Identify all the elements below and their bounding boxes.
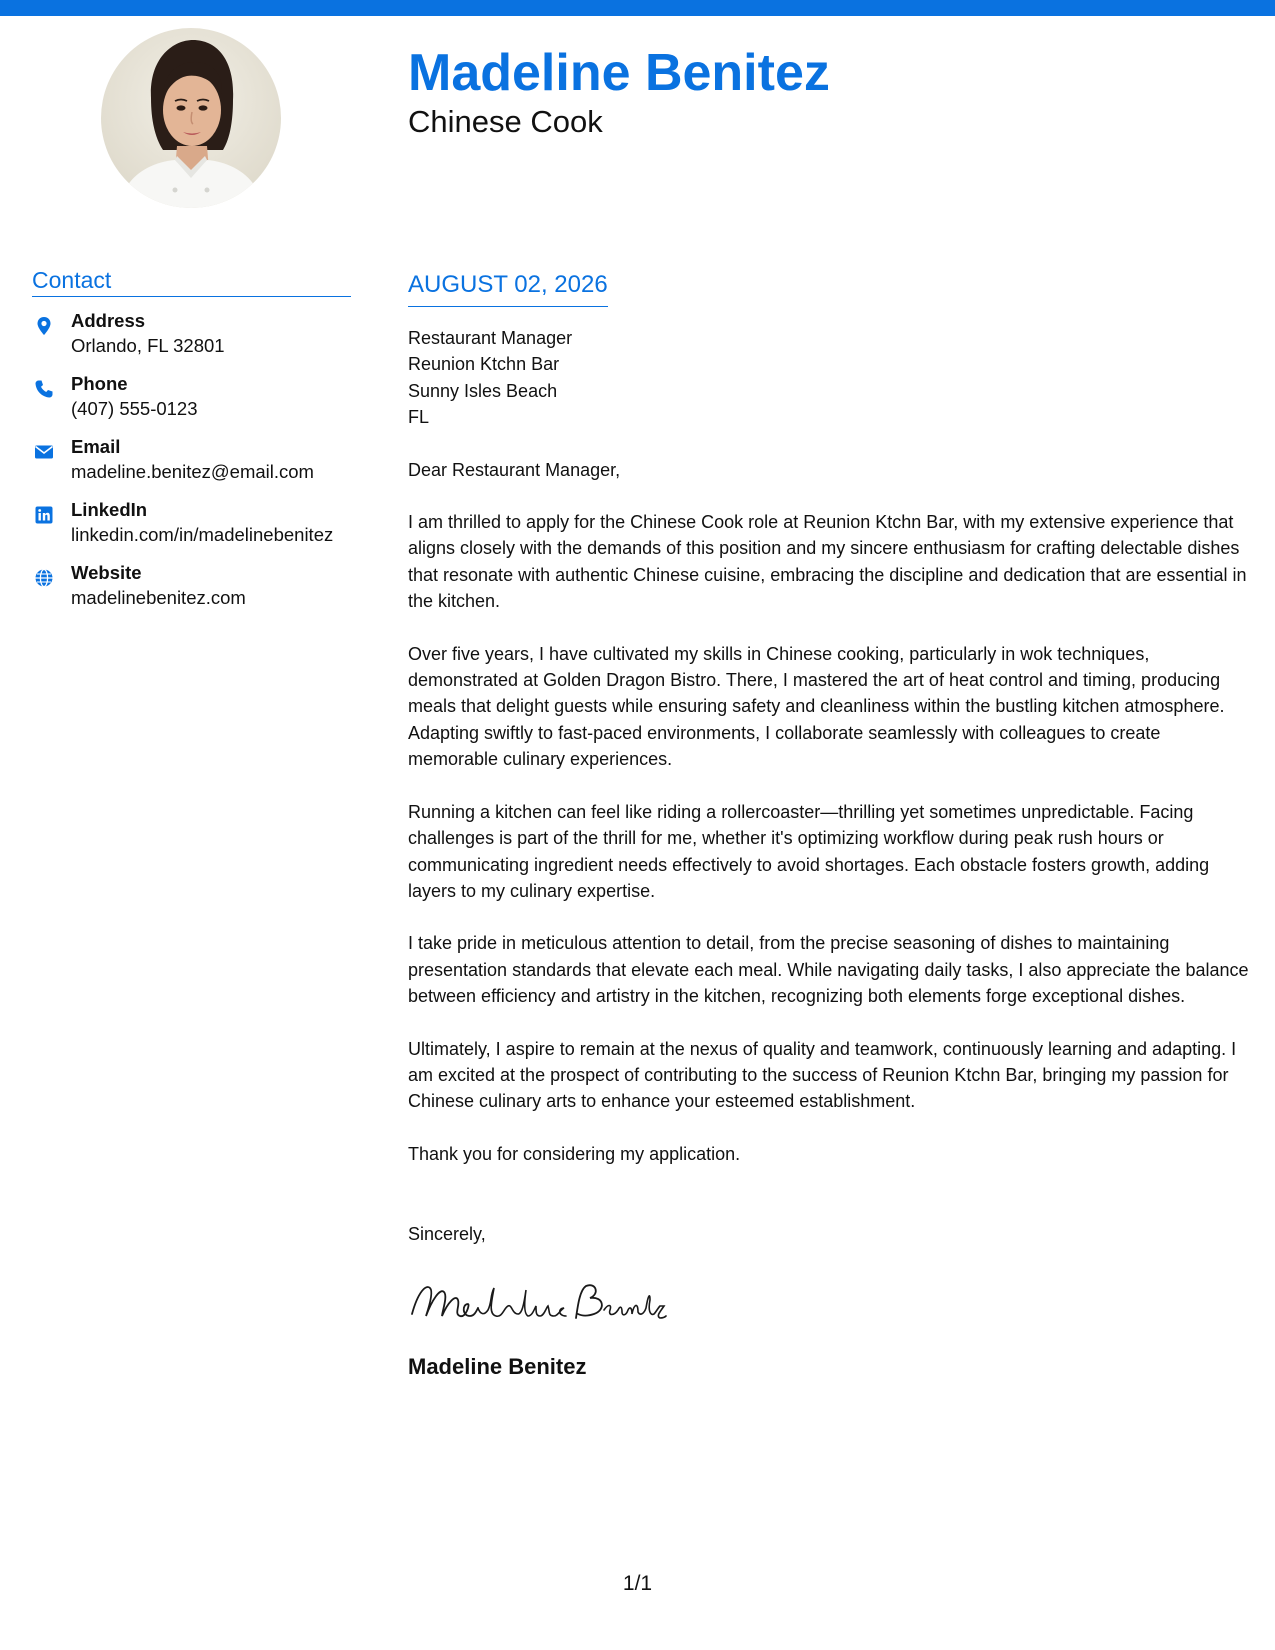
body-paragraph: Thank you for considering my application. (408, 1143, 741, 1164)
contact-label: LinkedIn (71, 499, 148, 520)
body-paragraph: Ultimately, I aspire to remain at the nexus of quality and teamwork, continuously learning and adapting. I am excited at the prospect of contributing to the success of Reunion Ktchn Bar, bringing my passion for Chinese culinary arts to enhance your esteemed establishment. (408, 1038, 1237, 1112)
job-title: Chinese Cook (408, 104, 603, 139)
contact-list (32, 309, 351, 624)
email-value[interactable]: madeline.benitez@email.com (71, 461, 314, 482)
page-number: 1/1 (622, 1572, 653, 1595)
handwritten-signature (408, 1274, 1250, 1334)
body-paragraph: Over five years, I have cultivated my skills in Chinese cooking, particularly in wok techniques, demonstrated at Golden Dragon Bistro. There, I mastered the art of heat control and timing, producing meals that delight guests while ensuring safety and cleanliness within the bustling kitchen atmosphere. Adapting swiftly to fast-paced environments, I collaborate seamlessly with colleagues to create memorable culinary experiences. (408, 643, 1225, 770)
body-paragraph: I am thrilled to apply for the Chinese Cook role at Reunion Ktchn Bar, with my extensive experience that aligns closely with the demands of this position and my sincere enthusiasm for crafting delectable dishes that resonate with authentic Chinese cuisine, embracing the discipline and dedication that are essential in the kitchen. (408, 512, 1247, 612)
contact-sidebar (32, 264, 351, 624)
recipient-city: Sunny Isles Beach (408, 380, 558, 401)
website-value[interactable]: madelinebenitez.com (71, 587, 246, 608)
recipient-company: Reunion Ktchn Bar (408, 354, 560, 375)
contact-label: Phone (71, 373, 128, 394)
linkedin-value[interactable]: linkedin.com/in/madelinebenitez (71, 524, 334, 545)
top-accent-bar (0, 0, 1275, 16)
cover-letter-body (408, 268, 1250, 1382)
phone-icon (34, 379, 54, 399)
contact-item-address (32, 309, 351, 372)
closing: Sincerely, (408, 1224, 486, 1245)
contact-item-email (32, 435, 351, 498)
contact-label: Email (71, 436, 121, 457)
contact-item-website (32, 561, 351, 624)
linkedin-icon (34, 505, 54, 525)
salutation: Dear Restaurant Manager, (408, 459, 621, 480)
contact-item-linkedin (32, 498, 351, 561)
portrait-photo (101, 28, 281, 208)
recipient-title: Restaurant Manager (408, 328, 573, 348)
globe-icon (34, 568, 54, 588)
avatar (101, 28, 281, 208)
contact-label: Website (71, 562, 142, 583)
body-paragraph: Running a kitchen can feel like riding a rollercoaster—thrilling yet sometimes unpredictable. Facing challenges is part of the thrill for me, whether it's optimizing workflow during peak rush hours or communicating ingredient needs effectively to avoid shortages. Each obstacle fosters growth, adding layers to my culinary expertise. (408, 801, 1210, 901)
address-value: Orlando, FL 32801 (71, 335, 225, 356)
letter-date: AUGUST 02, 2026 (408, 268, 608, 307)
phone-value[interactable]: (407) 555-0123 (71, 398, 198, 419)
contact-item-phone (32, 372, 351, 435)
signed-name: Madeline Benitez (408, 1353, 587, 1379)
map-pin-icon (34, 316, 54, 336)
contact-heading: Contact (32, 264, 351, 297)
body-paragraph: I take pride in meticulous attention to detail, from the precise seasoning of dishes to maintaining presentation standards that elevate each meal. While navigating daily tasks, I also appreciate the balance between efficiency and artistry in the kitchen, recognizing both elements forge exceptional dishes. (408, 933, 1249, 1007)
envelope-icon (34, 442, 54, 462)
recipient-block (408, 325, 1250, 431)
applicant-name: Madeline Benitez (408, 44, 830, 102)
contact-label: Address (71, 310, 146, 331)
recipient-state: FL (408, 407, 430, 428)
